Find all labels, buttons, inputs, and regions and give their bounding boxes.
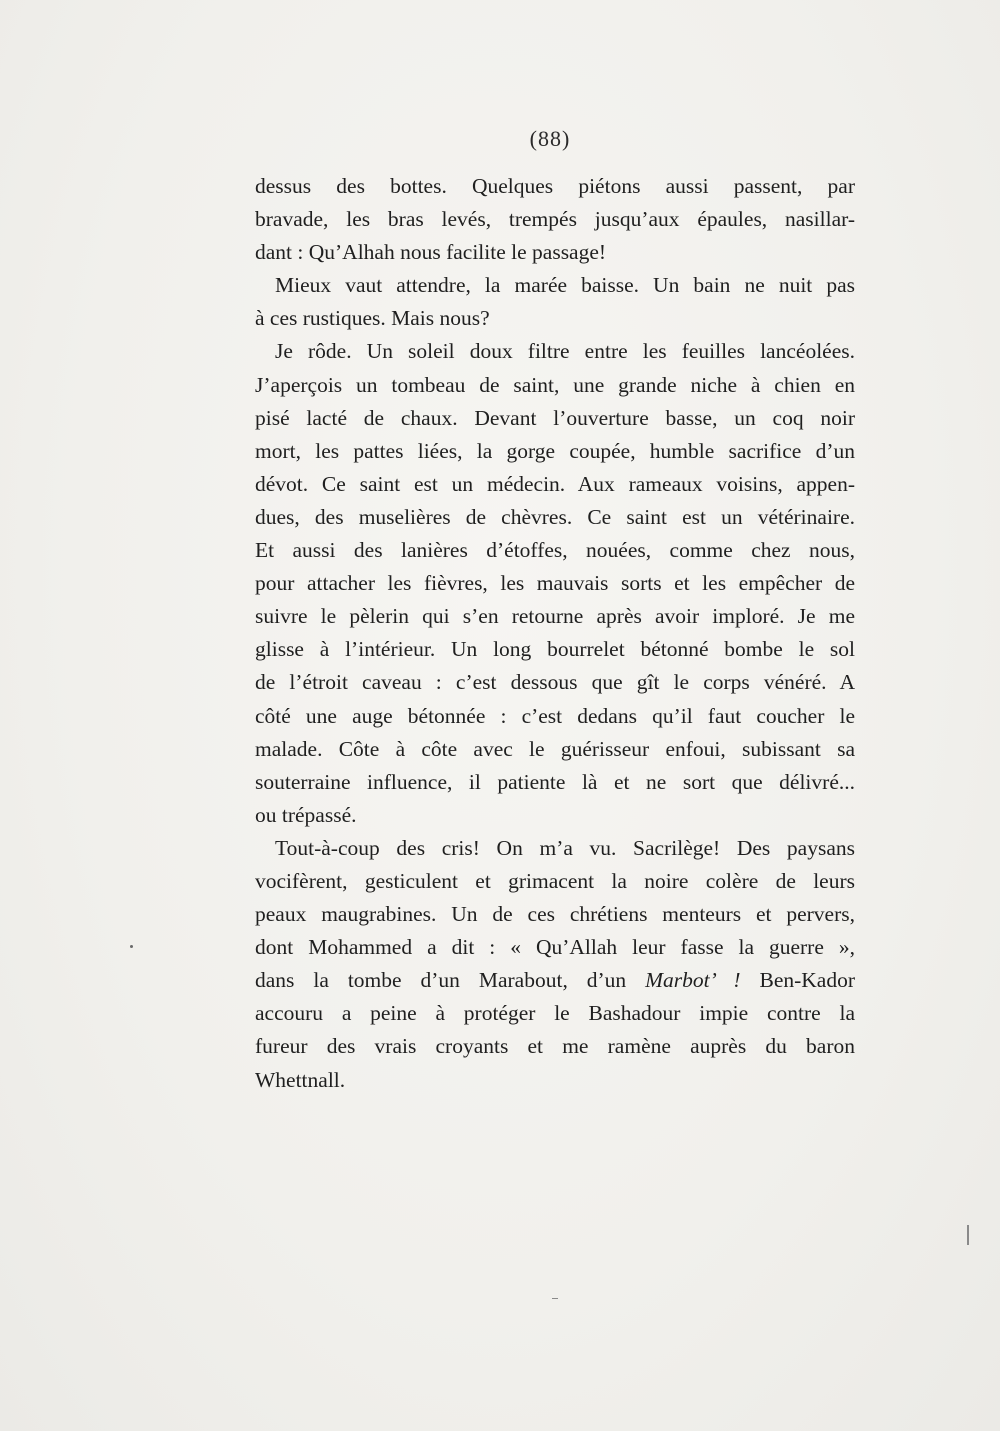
text-line: glisse à l’intérieur. Un long bourrelet bétonné bombe le sol	[255, 637, 855, 662]
paragraph	[255, 269, 855, 335]
text-line: Tout-à-coup des cris! On m’a vu. Sacrilège! Des paysans	[275, 835, 855, 860]
text-line: mort, les pattes liées, la gorge coupée, humble sacrifice d’un	[255, 438, 855, 463]
text-line: bravade, les bras levés, trempés jusqu’aux épaules, nasillar-	[255, 207, 855, 232]
text-line: Je rôde. Un soleil doux filtre entre les feuilles lancéolées.	[275, 339, 855, 364]
paper-mark	[552, 1298, 558, 1299]
text-line: Et aussi des lanières d’étoffes, nouées, comme chez nous,	[255, 538, 855, 563]
text-line: J’aperçois un tombeau de saint, une grande niche à chien en	[255, 372, 855, 397]
italic-text: Marbot’ !	[645, 968, 741, 993]
text-body	[255, 170, 855, 1097]
text-line: dont Mohammed a dit : « Qu’Allah leur fasse la guerre »,	[255, 935, 855, 960]
text-line: souterraine influence, il patiente là et ne sort que délivré...	[255, 769, 855, 794]
text-line-with-italic	[255, 964, 855, 997]
paragraph	[255, 832, 855, 1097]
text-line: peaux maugrabines. Un de ces chrétiens menteurs et pervers,	[255, 902, 855, 927]
text-line: accouru a peine à protéger le Bashadour impie contre la	[255, 1001, 855, 1026]
text-line: fureur des vrais croyants et me ramène auprès du baron	[255, 1034, 855, 1059]
text-line: pisé lacté de chaux. Devant l’ouverture basse, un coq noir	[255, 405, 855, 430]
page-number: (88)	[529, 126, 571, 151]
text-line: dessus des bottes. Quelques piétons aussi passent, par	[255, 174, 855, 198]
text-line: côté une auge bétonnée : c’est dedans qu’il faut coucher le	[255, 703, 855, 728]
text-line: vocifèrent, gesticulent et grimacent la noire colère de leurs	[255, 868, 855, 893]
text-line: dévot. Ce saint est un médecin. Aux rameaux voisins, appen-	[255, 471, 855, 496]
text-line: Mieux vaut attendre, la marée baisse. Un bain ne nuit pas	[275, 273, 855, 298]
text-line: Whettnall.	[255, 1067, 346, 1092]
text-line: dant : Qu’Alhah nous facilite le passage!	[255, 240, 607, 265]
text-line: à ces rustiques. Mais nous?	[255, 306, 490, 331]
text-line: dues, des muselières de chèvres. Ce saint est un vétérinaire.	[255, 504, 855, 529]
paper-speck	[130, 945, 133, 948]
paragraph	[255, 335, 855, 831]
paper-mark	[967, 1225, 969, 1245]
text-line: de l’étroit caveau : c’est dessous que gît le corps vénéré. A	[255, 670, 855, 695]
text-line: ou trépassé.	[255, 802, 357, 827]
paragraph	[255, 170, 855, 269]
text-line: pour attacher les fièvres, les mauvais sorts et les empêcher de	[255, 571, 855, 596]
text-run: dans la tombe d’un Marabout, d’un	[255, 968, 646, 993]
text-run: Ben-Kador	[740, 968, 856, 993]
text-line: malade. Côte à côte avec le guérisseur enfoui, subissant sa	[255, 736, 855, 761]
text-line: suivre le pèlerin qui s’en retourne après avoir imploré. Je me	[255, 604, 855, 629]
